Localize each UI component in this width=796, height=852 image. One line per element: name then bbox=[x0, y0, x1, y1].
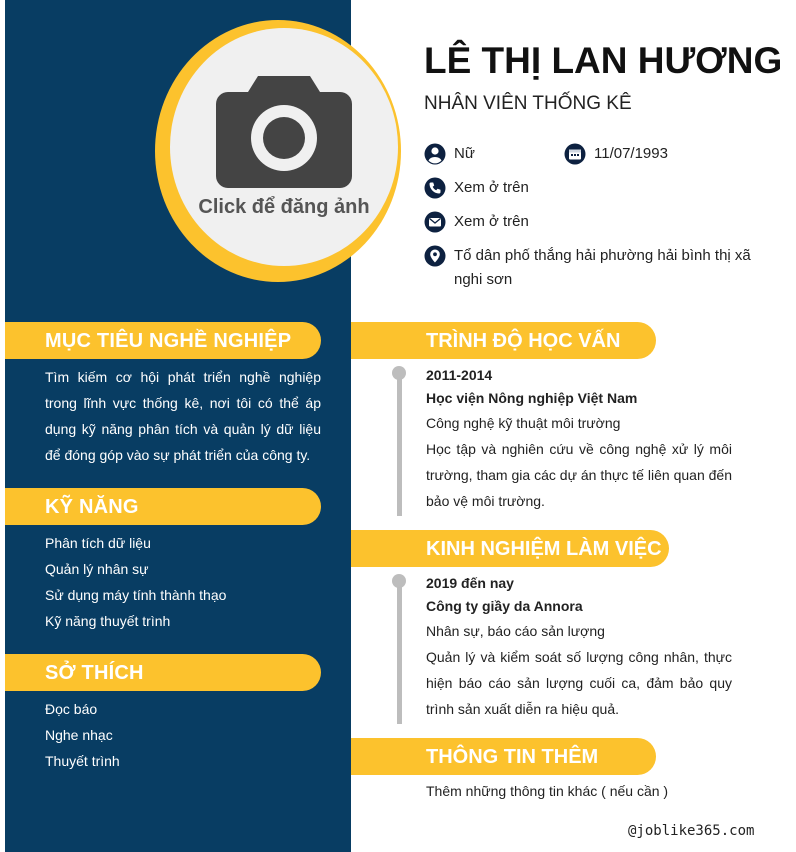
list-item: Sử dụng máy tính thành thạo bbox=[45, 587, 227, 603]
address-value: Tổ dân phố thắng hải phường hải bình thị xã nghi sơn bbox=[454, 247, 751, 288]
education-entry bbox=[426, 364, 732, 514]
skills-list bbox=[45, 530, 226, 634]
experience-header bbox=[351, 530, 669, 567]
objective-text: Tìm kiếm cơ hội phát triển nghề nghiệp trong lĩnh vực thống kê, nơi tôi có thể áp dụng kỹ năng phân tích và quản lý dữ liệu để đóng góp vào sự phát triển của công ty. bbox=[45, 369, 321, 463]
extra-title: THÔNG TIN THÊM bbox=[426, 746, 599, 768]
timeline-line bbox=[397, 582, 402, 724]
list-item: Đọc báo bbox=[45, 701, 98, 717]
education-major: Công nghệ kỹ thuật môi trường bbox=[426, 415, 621, 431]
birthdate-value: 11/07/1993 bbox=[594, 145, 668, 162]
hobbies-header bbox=[5, 654, 321, 691]
camera-icon bbox=[216, 70, 352, 188]
experience-description: Quản lý và kiểm soát số lượng công nhân, thực hiện báo cáo sản lượng cuối ca, đảm bảo quy trình sản xuất diễn ra hiệu quả. bbox=[426, 649, 732, 717]
education-school: Học viện Nông nghiệp Việt Nam bbox=[426, 390, 638, 406]
experience-role: Nhân sự, báo cáo sản lượng bbox=[426, 623, 605, 639]
timeline-dot bbox=[392, 574, 406, 588]
watermark: @joblike365.com bbox=[628, 823, 755, 839]
person-icon bbox=[424, 143, 446, 165]
education-description: Học tập và nghiên cứu về công nghệ xử lý môi trường, tham gia các dự án thực tế liên quan đến bảo vệ môi trường. bbox=[426, 441, 732, 509]
phone-value: Xem ở trên bbox=[454, 179, 529, 196]
location-pin-icon bbox=[424, 245, 446, 267]
hobbies-title: SỞ THÍCH bbox=[45, 662, 144, 684]
job-title: NHÂN VIÊN THỐNG KÊ bbox=[424, 93, 632, 114]
list-item: Kỹ năng thuyết trình bbox=[45, 613, 171, 629]
extra-text: Thêm những thông tin khác ( nếu cần ) bbox=[426, 783, 669, 799]
envelope-icon bbox=[424, 211, 446, 233]
education-period: 2011-2014 bbox=[426, 367, 493, 383]
gender-value: Nữ bbox=[454, 145, 475, 162]
candidate-name: LÊ THỊ LAN HƯƠNG bbox=[424, 40, 783, 81]
calendar-icon bbox=[564, 143, 586, 165]
experience-entry bbox=[426, 572, 732, 722]
experience-period: 2019 đến nay bbox=[426, 575, 514, 591]
education-header bbox=[351, 322, 656, 359]
phone-icon bbox=[424, 177, 446, 199]
skills-title: KỸ NĂNG bbox=[45, 496, 139, 518]
timeline-dot bbox=[392, 366, 406, 380]
hobbies-list bbox=[45, 696, 120, 774]
email-value: Xem ở trên bbox=[454, 213, 529, 230]
experience-company: Công ty giầy da Annora bbox=[426, 598, 583, 614]
extra-header bbox=[351, 738, 656, 775]
timeline-line bbox=[397, 374, 402, 516]
objective-header bbox=[5, 322, 321, 359]
list-item: Quản lý nhân sự bbox=[45, 561, 149, 577]
photo-upload[interactable] bbox=[170, 28, 398, 266]
list-item: Nghe nhạc bbox=[45, 727, 113, 743]
list-item: Phân tích dữ liệu bbox=[45, 535, 151, 551]
list-item: Thuyết trình bbox=[45, 753, 120, 769]
experience-title: KINH NGHIỆM LÀM VIỆC bbox=[426, 538, 662, 560]
education-title: TRÌNH ĐỘ HỌC VẤN bbox=[426, 330, 621, 352]
objective-title: MỤC TIÊU NGHỀ NGHIỆP bbox=[45, 330, 292, 352]
photo-label: Click để đăng ảnh bbox=[198, 196, 370, 218]
skills-header bbox=[5, 488, 321, 525]
